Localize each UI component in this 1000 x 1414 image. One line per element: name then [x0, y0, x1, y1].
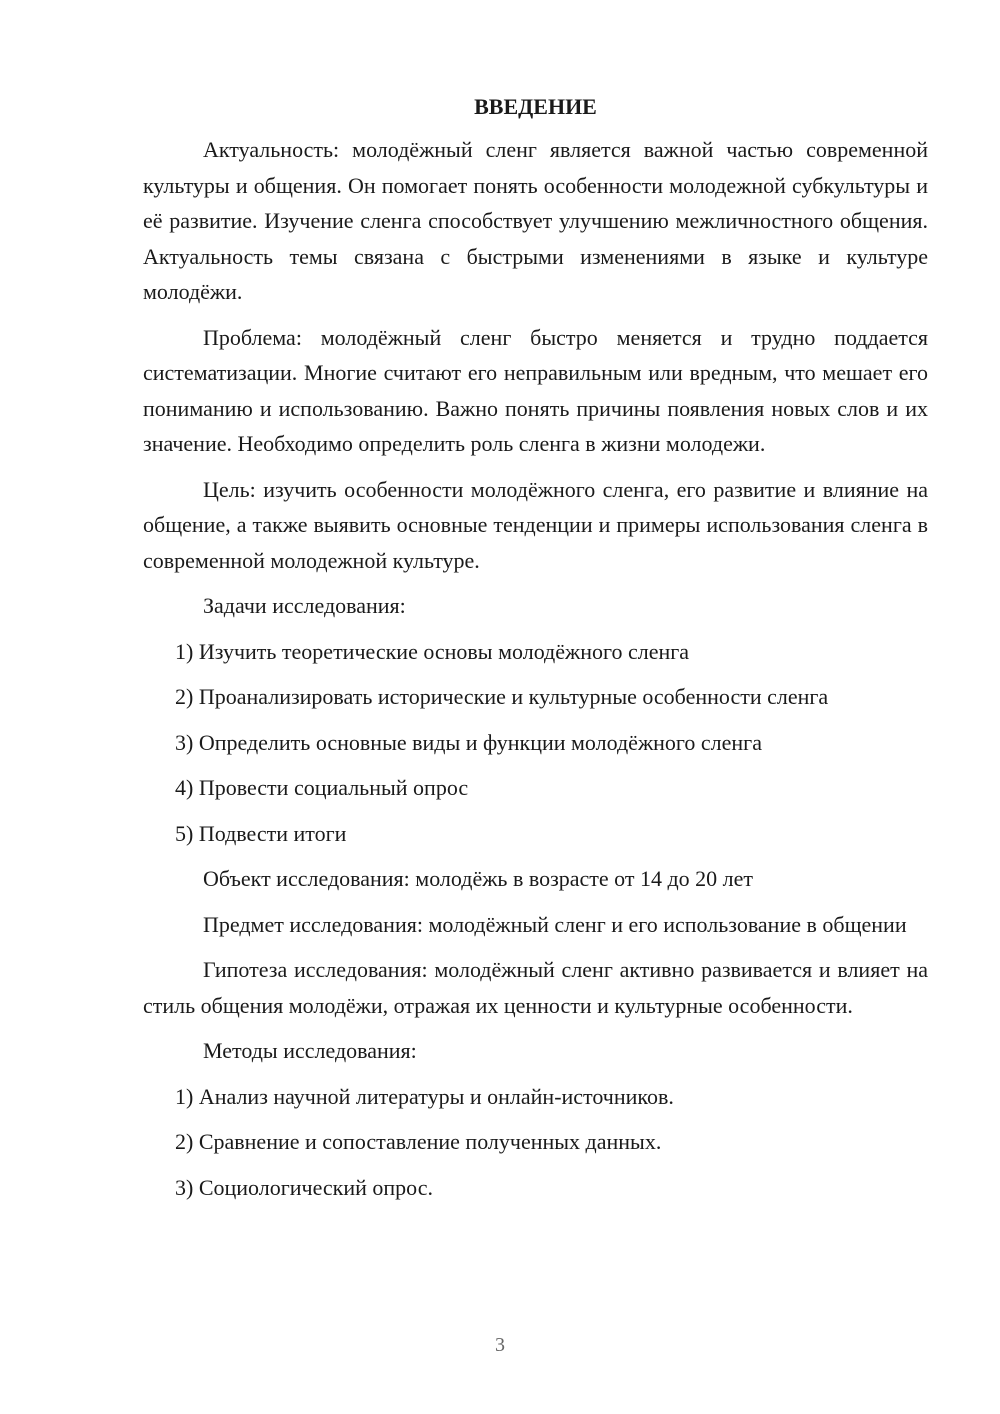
page-number: 3	[495, 1334, 505, 1356]
method-item: 1) Анализ научной литературы и онлайн-источников.	[175, 1083, 674, 1109]
subject-paragraph: Предмет исследования: молодёжный сленг и его использование в общении	[203, 911, 907, 937]
tasks-heading: Задачи исследования:	[203, 593, 406, 618]
hypothesis-paragraph: Гипотеза исследования: молодёжный сленг активно развивается и влияет на стиль общения молодёжи, отражая их ценности и культурные особенности.	[143, 957, 928, 1018]
method-item: 2) Сравнение и сопоставление полученных данных.	[175, 1129, 662, 1154]
task-item: 4) Провести социальный опрос	[175, 775, 469, 800]
problem-paragraph: Проблема: молодёжный сленг быстро меняется и трудно поддается систематизации. Многие считают его неправильным или вредным, что мешает его пониманию и использованию. Важно понять причины появления новых слов и их значение. Необходимо определить роль сленга в жизни молодежи.	[143, 324, 928, 456]
task-item: 2) Проанализировать исторические и культурные особенности сленга	[175, 684, 829, 709]
methods-heading: Методы исследования:	[203, 1038, 417, 1063]
section-title: ВВЕДЕНИЕ	[474, 94, 597, 119]
document-page	[143, 92, 928, 1215]
relevance-paragraph: Актуальность: молодёжный сленг является важной частью современной культуры и общения. Он помогает понять особенности молодежной субкультуры и её развитие. Изучение сленга способствует улучшению межличностного общения. Актуальность темы связана с быстрыми изменениями в языке и культуре молодёжи.	[143, 137, 928, 304]
task-item: 1) Изучить теоретические основы молодёжного сленга	[175, 638, 690, 664]
goal-paragraph: Цель: изучить особенности молодёжного сленга, его развитие и влияние на общение, а также выявить основные тенденции и примеры использования сленга в современной молодежной культуре.	[143, 476, 928, 573]
method-item: 3) Социологический опрос.	[175, 1174, 433, 1200]
task-item: 5) Подвести итоги	[175, 820, 347, 846]
task-item: 3) Определить основные виды и функции молодёжного сленга	[175, 729, 762, 755]
object-paragraph: Объект исследования: молодёжь в возрасте от 14 до 20 лет	[203, 866, 754, 891]
